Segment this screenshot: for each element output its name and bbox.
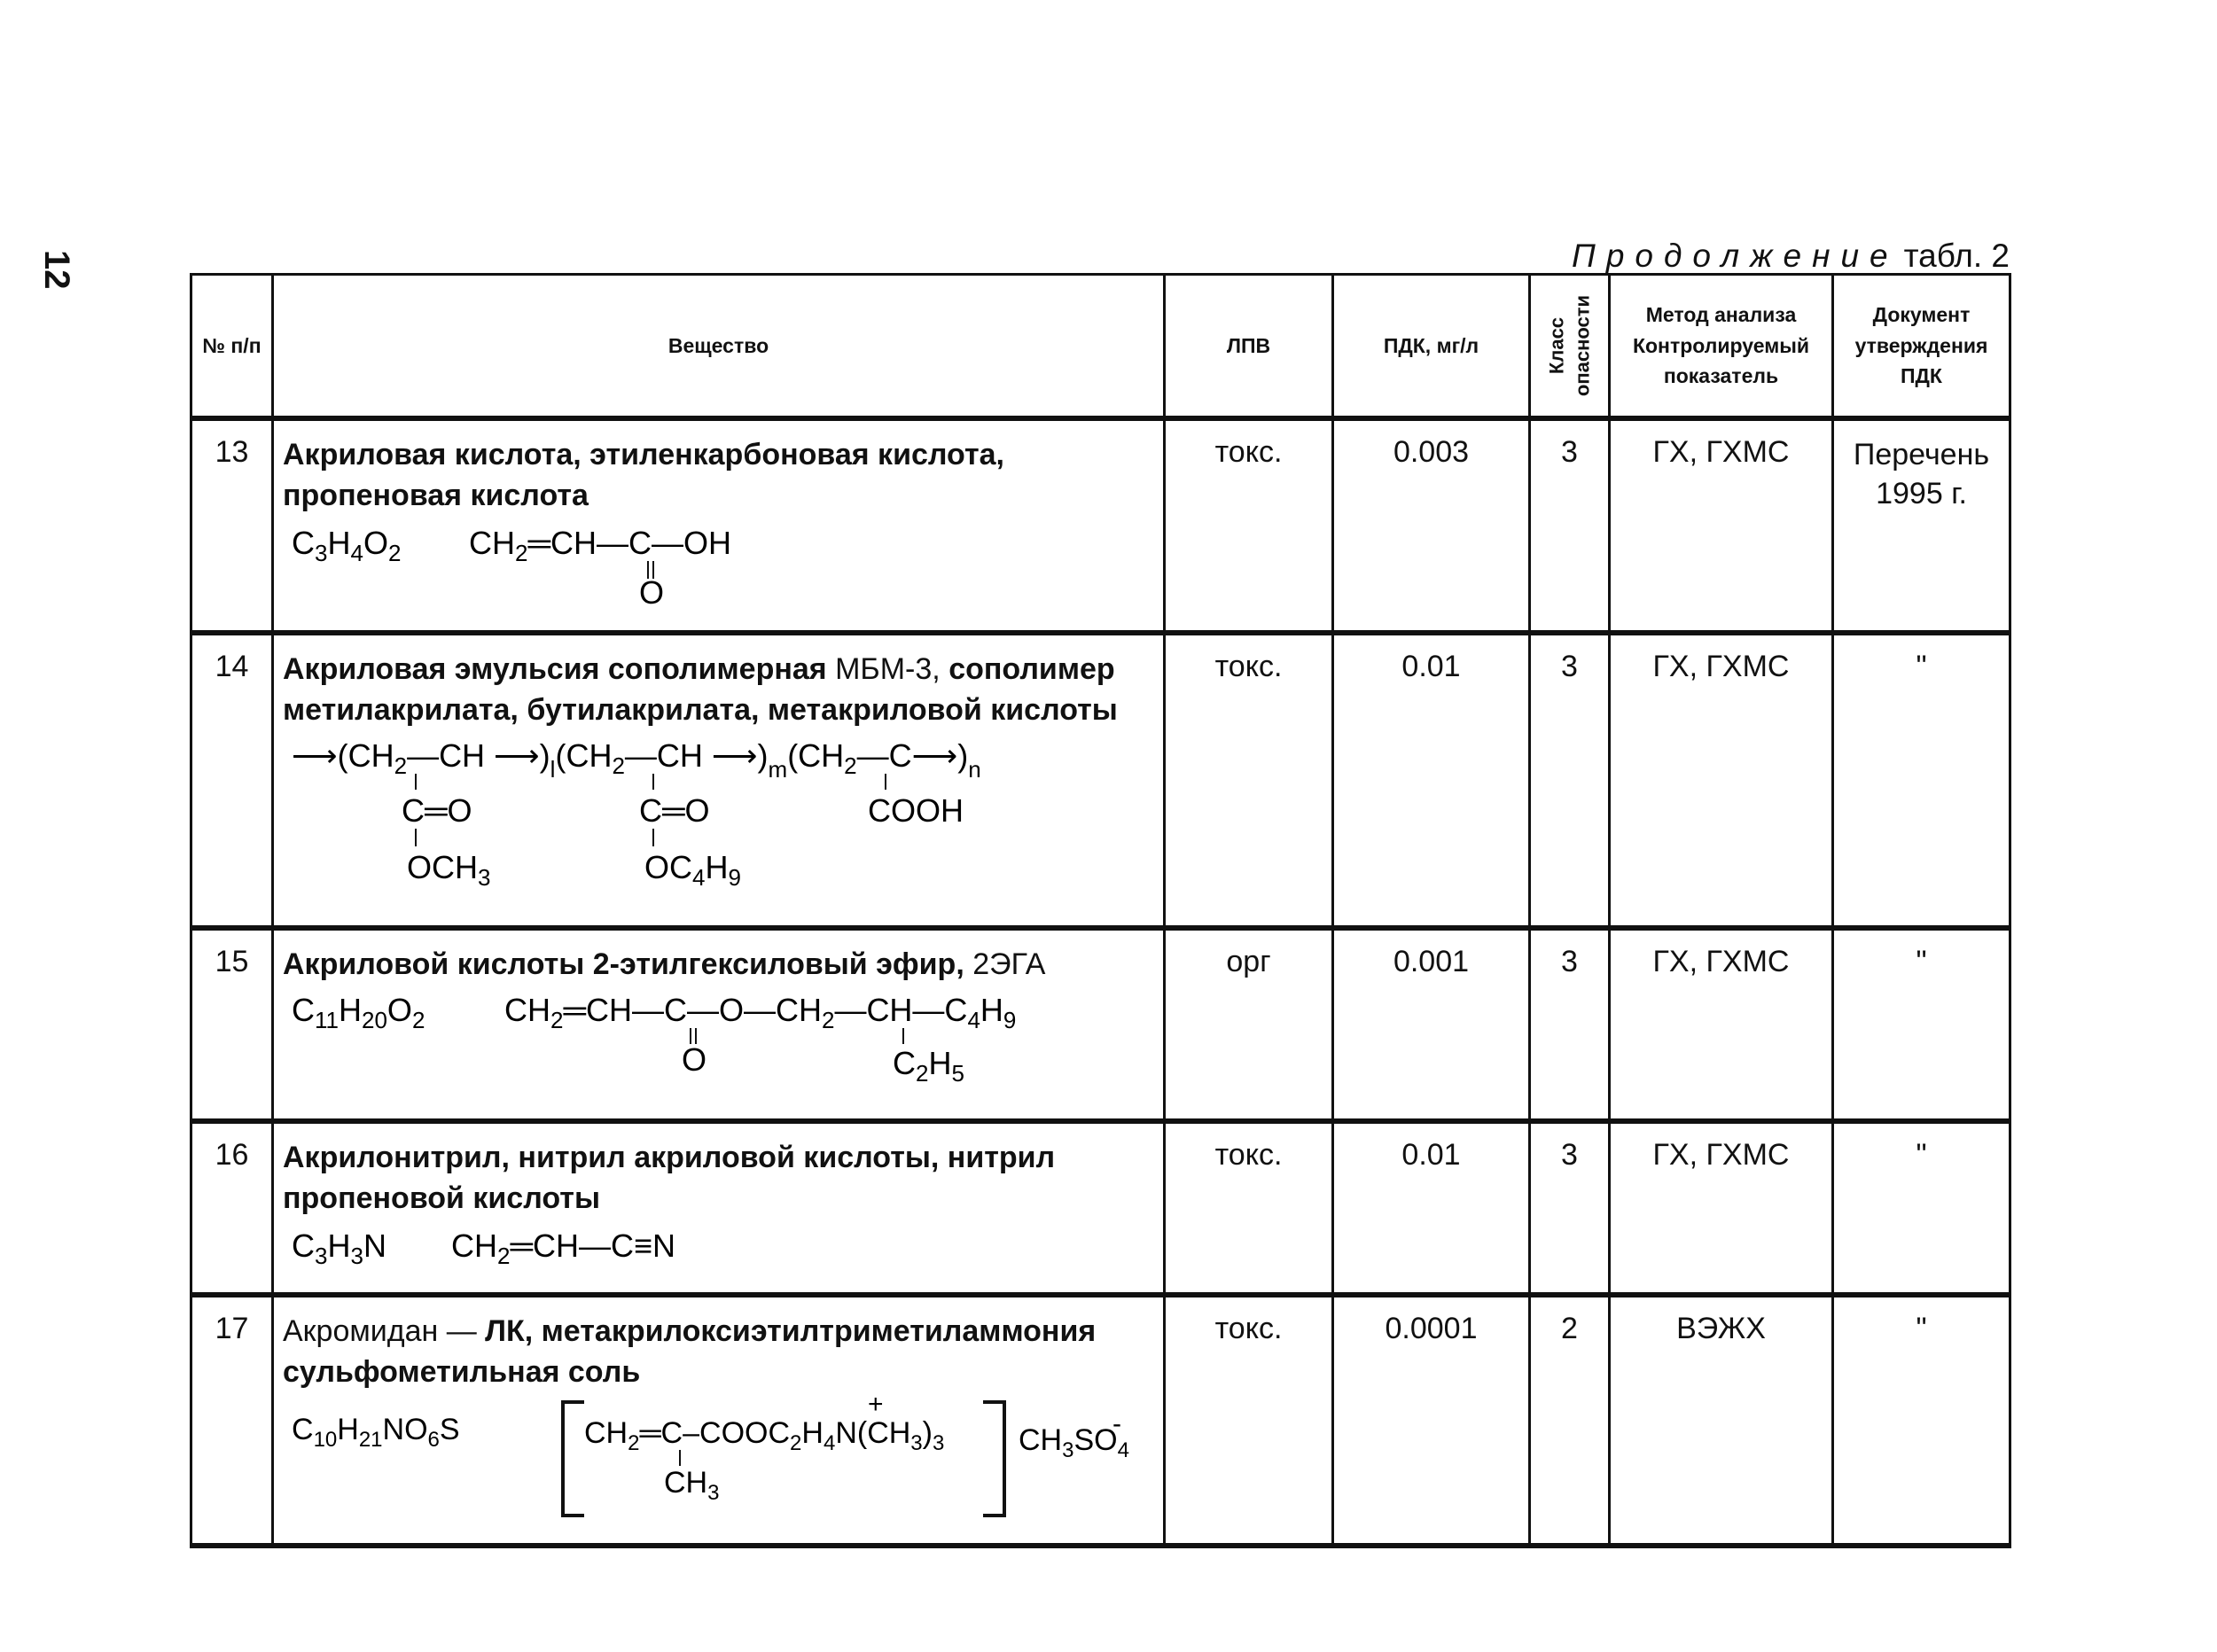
substance-name: Акриловая кислота, этиленкарбоновая кислота, пропеновая кислота <box>283 438 1004 512</box>
substance-name <box>283 650 1156 731</box>
document-cell: " <box>1833 928 2010 1121</box>
svg-text:CH2═C–COOC2H4N(CH3)3: $CH_2═C-COOC_2H_4N(CH_3)_3$ <box>584 1415 945 1455</box>
hazard-class-cell: 3 <box>1530 1121 1610 1295</box>
row-num: 17 <box>191 1295 273 1546</box>
substance-name-part: Акромидан — <box>283 1313 486 1348</box>
header-substance: Вещество <box>273 275 1165 419</box>
page-number: 12 <box>37 250 76 290</box>
svg-text:CH3: $CH_3$ <box>664 1465 720 1505</box>
header-num: № п/п <box>191 275 273 419</box>
row-num: 14 <box>191 633 273 928</box>
substance-cell <box>273 633 1165 928</box>
lpv-cell: орг <box>1165 928 1333 1121</box>
svg-text:C3H3N: $C_3H_3N$ <box>292 1227 386 1269</box>
structural-formula <box>283 1220 903 1273</box>
svg-text:C2H5: $C_2H_5$ <box>893 1044 964 1083</box>
row-num: 15 <box>191 928 273 1121</box>
hazard-class-cell: 3 <box>1530 928 1610 1121</box>
table-row <box>191 633 2010 928</box>
lpv-cell: токс. <box>1165 1121 1333 1295</box>
header-hazard-class <box>1530 275 1610 419</box>
substance-name <box>283 1312 1156 1393</box>
svg-text:C═O: C═O <box>402 791 472 829</box>
svg-text:CH2═CH—C—O—CH2—CH—C4H9: $CH_2═CH—C—O—CH_2—CH—C_4H_9$ <box>504 991 1017 1033</box>
lpv-cell: токс. <box>1165 418 1333 633</box>
hazard-class-cell: 2 <box>1530 1295 1610 1546</box>
substance-cell <box>273 418 1165 633</box>
svg-text:⟶(CH2—CH ⟶)l(CH2—CH ⟶)m(CH2—C⟶: $⟶(CH_2—CH$ $⟶)_l(CH_2—CH$ $⟶)_m(CH_2—C⟶)_n$ <box>292 736 981 783</box>
method-cell: ГХ, ГХМС <box>1610 1121 1833 1295</box>
svg-text:CH3SO4: $CH_3SO_4$ <box>1019 1422 1129 1462</box>
substance-name <box>283 945 1156 986</box>
structural-formula <box>283 731 992 908</box>
table-row <box>191 1121 2010 1295</box>
substance-cell <box>273 928 1165 1121</box>
svg-text:-: - <box>1112 1408 1121 1438</box>
table-caption <box>1572 238 2010 275</box>
pdk-cell: 0.01 <box>1333 633 1530 928</box>
table-row <box>191 1295 2010 1546</box>
header-pdk: ПДК, мг/л <box>1333 275 1530 419</box>
document-cell: " <box>1833 1295 2010 1546</box>
svg-text:O: O <box>682 1040 707 1078</box>
svg-text:C10H21NO6S: $C_{10}H_{21}NO_6S$ <box>292 1412 460 1452</box>
table-header-row <box>191 275 2010 419</box>
substance-name-part: 2ЭГА <box>972 947 1046 981</box>
svg-text:OC4H9: $OC_4H_9$ <box>644 848 741 891</box>
header-lpv: ЛПВ <box>1165 275 1333 419</box>
substance-name-part: ЛК, метакрилоксиэтилтриметиламмония сульфометильная соль <box>283 1313 1097 1389</box>
structural-formula <box>283 517 903 605</box>
table-row <box>191 418 2010 633</box>
header-method: Метод анализа Контролируемый показатель <box>1610 275 1833 419</box>
lpv-cell: токс. <box>1165 1295 1333 1546</box>
substance-name-part: сополимер метилакрилата, бутилакрилата, метакриловой кислоты <box>283 652 1118 727</box>
row-num: 13 <box>191 418 273 633</box>
svg-text:CH2═CH—C—OH: $CH_2═CH—C—OH$ <box>469 524 731 566</box>
document-cell: Перечень 1995 г. <box>1833 418 2010 633</box>
svg-text:C11H20O2: $C_{11}H_{20}O_2$ <box>292 991 425 1033</box>
row-num: 16 <box>191 1121 273 1295</box>
substance-name: Акрилонитрил, нитрил акриловой кислоты, нитрил пропеновой кислоты <box>283 1140 1056 1215</box>
method-cell: ГХ, ГХМС <box>1610 418 1833 633</box>
method-cell: ВЭЖХ <box>1610 1295 1833 1546</box>
substance-table <box>190 273 2011 1548</box>
method-cell: ГХ, ГХМС <box>1610 633 1833 928</box>
substance-name-part: МБМ-3, <box>835 652 949 686</box>
svg-text:O: O <box>639 573 665 605</box>
svg-text:CH2═CH—C≡N: $CH_2═CH—C\equiv N$ <box>451 1227 675 1269</box>
table-row <box>191 928 2010 1121</box>
substance-cell <box>273 1121 1165 1295</box>
document-cell: " <box>1833 1121 2010 1295</box>
substance-name-part: Акриловой кислоты 2-этилгексиловый эфир, <box>283 947 973 981</box>
header-hazard-class-label: Класс опасности <box>1544 294 1593 397</box>
caption-continuation: Продолжение <box>1572 238 1899 274</box>
svg-text:C═O: C═O <box>639 791 710 829</box>
structural-formula <box>283 986 1081 1083</box>
svg-text:OCH3: $OCH_3$ <box>407 848 491 891</box>
pdk-cell: 0.001 <box>1333 928 1530 1121</box>
substance-cell <box>273 1295 1165 1546</box>
caption-table-ref: табл. 2 <box>1903 238 2010 274</box>
lpv-cell: токс. <box>1165 633 1333 928</box>
structural-formula <box>283 1393 1134 1526</box>
method-cell: ГХ, ГХМС <box>1610 928 1833 1121</box>
pdk-cell: 0.0001 <box>1333 1295 1530 1546</box>
header-document: Документ утверждения ПДК <box>1833 275 2010 419</box>
substance-name-part: Акриловая эмульсия сополимерная <box>283 652 836 686</box>
svg-text:COOH: COOH <box>868 791 964 829</box>
pdk-cell: 0.01 <box>1333 1121 1530 1295</box>
document-cell: " <box>1833 633 2010 928</box>
pdk-cell: 0.003 <box>1333 418 1530 633</box>
svg-text:C3H4O2: $C_3H_4O_2$ <box>292 524 402 566</box>
svg-text:+: + <box>868 1392 884 1419</box>
hazard-class-cell: 3 <box>1530 633 1610 928</box>
hazard-class-cell: 3 <box>1530 418 1610 633</box>
